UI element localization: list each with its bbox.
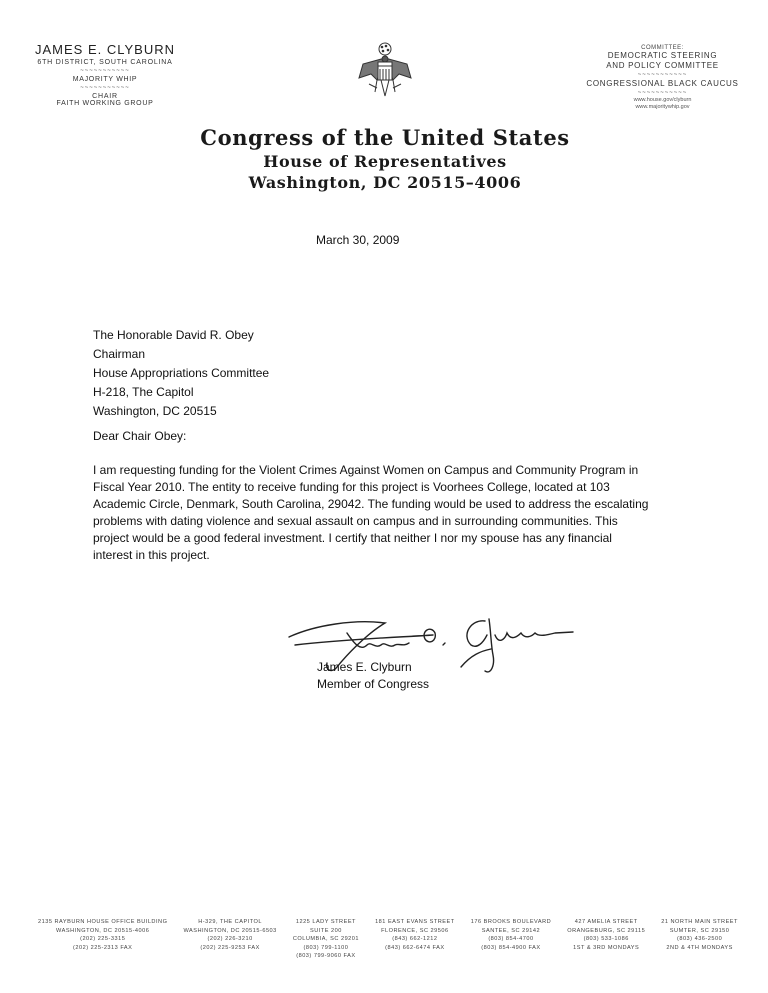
masthead-house: House of Representatives <box>263 152 507 171</box>
office-line: COLUMBIA, SC 29201 <box>292 936 360 942</box>
office-line: (803) 533-1086 <box>583 936 629 942</box>
footer-offices <box>38 918 738 961</box>
masthead-address: Washington, DC 20515–4006 <box>248 173 522 192</box>
letter-date: March 30, 2009 <box>316 233 400 247</box>
office-line: WASHINGTON, DC 20515-4006 <box>56 927 150 934</box>
recipient-title: Chairman <box>93 347 146 361</box>
recipient-name: The Honorable David R. Obey <box>93 328 254 342</box>
recipient-room: H-218, The Capitol <box>93 385 194 399</box>
office-line: (843) 662-6474 FAX <box>385 944 445 951</box>
great-seal-eagle-icon <box>355 40 415 102</box>
signature-block <box>317 659 429 693</box>
office-line: FLORENCE, SC 29506 <box>381 927 449 934</box>
office-line: (202) 225-2313 FAX <box>73 944 133 951</box>
office-address <box>375 918 455 961</box>
office-line: (803) 436-2500 <box>676 936 723 942</box>
office-line: (803) 854-4900 FAX <box>481 944 541 951</box>
office-line: 181 EAST EVANS STREET <box>375 919 455 925</box>
office-line: 2135 RAYBURN HOUSE OFFICE BUILDING <box>38 919 168 925</box>
office-line: 1ST & 3RD MONDAYS <box>573 944 640 951</box>
office-line: (202) 225-9253 FAX <box>200 944 260 951</box>
majority-whip-title: MAJORITY WHIP <box>72 76 138 83</box>
office-line: SANTEE, SC 29142 <box>481 927 541 934</box>
signer-name: James E. Clyburn <box>317 660 412 674</box>
member-name: JAMES E. CLYBURN <box>34 42 175 57</box>
faith-working-group: FAITH WORKING GROUP <box>56 100 154 107</box>
divider: ~~~~~~~~~~~ <box>80 85 130 91</box>
letterhead-right <box>565 45 760 111</box>
recipient-committee: House Appropriations Committee <box>93 366 270 380</box>
district: 6TH DISTRICT, SOUTH CAROLINA <box>37 59 173 66</box>
office-address <box>183 918 276 961</box>
office-line: SUMTER, SC 29150 <box>669 927 730 934</box>
office-line: 2ND & 4TH MONDAYS <box>666 944 733 951</box>
masthead-congress: Congress of the United States <box>200 125 570 150</box>
divider: ~~~~~~~~~~~ <box>637 72 688 78</box>
signer-title: Member of Congress <box>317 677 430 691</box>
office-line: (202) 226-3210 <box>207 936 253 942</box>
divider: ~~~~~~~~~~~ <box>637 90 688 96</box>
office-line: (843) 662-1212 <box>392 936 438 942</box>
office-line: 427 AMELIA STREET <box>574 919 638 925</box>
salutation: Dear Chair Obey: <box>93 429 187 443</box>
office-line: WASHINGTON, DC 20515-6503 <box>183 927 277 934</box>
recipient-city: Washington, DC 20515 <box>93 404 217 418</box>
website-1: www.house.gov/clyburn <box>633 97 692 103</box>
caucus: CONGRESSIONAL BLACK CAUCUS <box>586 79 739 88</box>
office-address <box>293 918 359 961</box>
office-line: ORANGEBURG, SC 29115 <box>567 927 646 934</box>
masthead <box>190 125 580 192</box>
office-address <box>661 918 738 961</box>
office-address <box>38 918 167 961</box>
office-line: SUITE 200 <box>309 927 342 934</box>
office-address <box>567 918 645 961</box>
office-line: 1225 LADY STREET <box>295 919 356 925</box>
committee-label: COMMITTEE: <box>641 45 684 51</box>
committee-line-1: DEMOCRATIC STEERING <box>607 51 718 60</box>
office-line: 176 BROOKS BOULEVARD <box>470 919 552 925</box>
committee-line-2: AND POLICY COMMITTEE <box>606 61 719 70</box>
office-line: (803) 799-9060 FAX <box>296 953 356 959</box>
office-line: (803) 799-1100 <box>303 944 349 951</box>
office-line: (803) 854-4700 <box>488 936 534 942</box>
divider: ~~~~~~~~~~~ <box>80 68 130 74</box>
chair-label: CHAIR <box>92 93 118 100</box>
letterhead-left <box>20 42 190 107</box>
letter-body: I am requesting funding for the Violent Crimes Against Women on Campus and Community Program in Fiscal Year 2010. The entity to receive funding for this project is Voorhees College, located at 103 Academic Circle, Denmark, South Carolina, 29042. The funding would be used to address the escalating problems with dating violence and sexual assault on campus and in surrounding communities. This project would be a good federal investment. I certify that neither I nor my spouse has any financial interest in this project. <box>93 463 649 562</box>
office-line: H-329, THE CAPITOL <box>198 919 263 925</box>
office-line: (202) 225-3315 <box>80 936 126 942</box>
recipient-address <box>93 326 269 421</box>
website-2: www.majoritywhip.gov <box>635 104 690 110</box>
office-address <box>471 918 551 961</box>
office-line: 21 NORTH MAIN STREET <box>661 919 738 925</box>
